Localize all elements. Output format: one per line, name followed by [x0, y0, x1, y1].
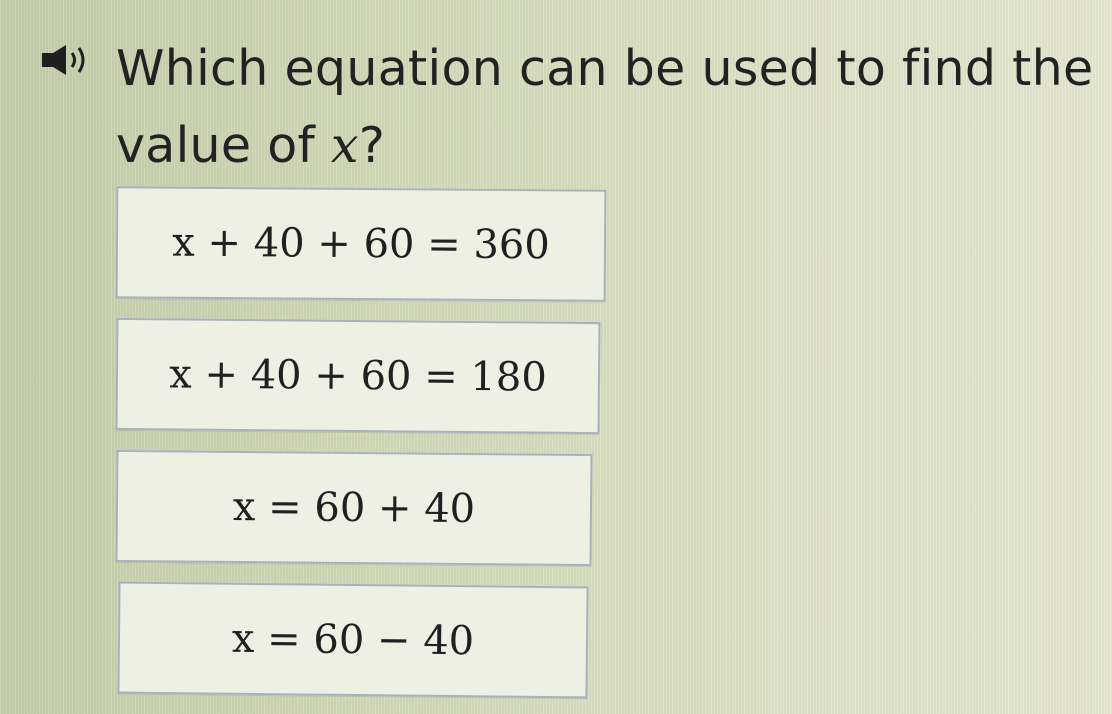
answer-choice-4[interactable]: x = 60 − 40	[117, 582, 588, 699]
speaker-volume-icon[interactable]	[40, 42, 104, 78]
answer-choice-2[interactable]: x + 40 + 60 = 180	[116, 318, 601, 434]
answer-choice-1[interactable]: x + 40 + 60 = 360	[116, 186, 607, 301]
question-prompt	[116, 30, 1096, 184]
answer-choice-3[interactable]: x = 60 + 40	[116, 450, 593, 566]
question-text: Which equation can be used to find the value of	[116, 40, 1094, 174]
question-variable: x	[330, 117, 359, 174]
question-mark: ?	[358, 117, 386, 174]
